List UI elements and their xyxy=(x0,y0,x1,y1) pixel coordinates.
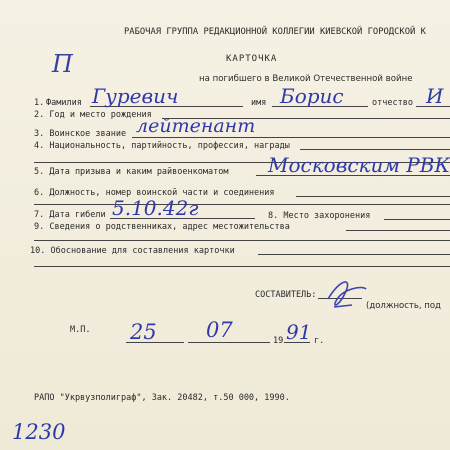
date-year: 91 xyxy=(286,320,312,344)
death-date-value: 5.10.42г xyxy=(112,196,199,220)
stamp-place-label: М.П. xyxy=(70,325,91,335)
field-6-unit: 6. Должность, номер воинской части и соединения xyxy=(34,188,275,198)
relatives-line-2 xyxy=(34,240,450,241)
nationality-line xyxy=(300,149,450,150)
print-imprint: РАПО "Укрвузполиграф", Зак. 20482, т.50 000, 1990. xyxy=(34,393,290,403)
header-organization: РАБОЧАЯ ГРУППА РЕДАКЦИОННОЙ КОЛЛЕГИИ КИЕВСКОЙ ГОРОДСКОЙ К xyxy=(124,27,426,37)
name-value: Борис xyxy=(280,84,344,108)
compiler-signature xyxy=(322,275,372,315)
surname-value: Гуревич xyxy=(92,84,179,108)
position-label: (должность, под xyxy=(366,301,441,311)
patronymic-label: отчество xyxy=(372,98,413,108)
card-title: КАРТОЧКА xyxy=(226,54,278,64)
patronymic-value: И xyxy=(426,84,444,108)
date-month: 07 xyxy=(206,318,233,342)
unit-line-2 xyxy=(34,204,450,205)
basis-line xyxy=(258,254,450,255)
burial-line xyxy=(384,219,450,220)
date-year-prefix: 19 xyxy=(273,336,284,346)
relatives-line xyxy=(346,230,450,231)
date-day: 25 xyxy=(130,320,157,344)
date-year-suffix: г. xyxy=(314,336,325,346)
basis-line-2 xyxy=(34,266,450,267)
field-8-burial: 8. Место захоронения xyxy=(268,211,371,221)
date-month-line xyxy=(188,342,270,343)
field-1-number: 1. xyxy=(34,98,45,108)
field-9-relatives: 9. Сведения о родственниках, адрес местожительства xyxy=(34,222,290,232)
field-7-death-date: 7. Дата гибели xyxy=(34,210,106,220)
field-10-basis: 10. Обоснование для составления карточки xyxy=(30,246,235,256)
field-2-birth: 2. Год и место рождения xyxy=(34,110,152,120)
field-5-draft: 5. Дата призыва и каким райвоенкоматом xyxy=(34,167,229,177)
card-subtitle: на погибшего в Великой Отечественной войне xyxy=(199,74,413,84)
surname-label: Фамилия xyxy=(46,98,82,108)
unit-line xyxy=(296,196,450,197)
compiler-label: СОСТАВИТЕЛЬ: xyxy=(255,290,317,300)
rank-value: лейтенант xyxy=(136,115,256,137)
corner-mark: П xyxy=(52,50,73,78)
name-label: имя xyxy=(251,98,267,108)
field-4-nationality: 4. Национальность, партийность, профессия, награды xyxy=(34,141,290,151)
archive-number: 1230 xyxy=(12,420,66,444)
field-3-rank: 3. Воинское звание xyxy=(34,129,127,139)
rank-line xyxy=(132,137,450,138)
draft-value: Московским РВК xyxy=(268,153,450,177)
